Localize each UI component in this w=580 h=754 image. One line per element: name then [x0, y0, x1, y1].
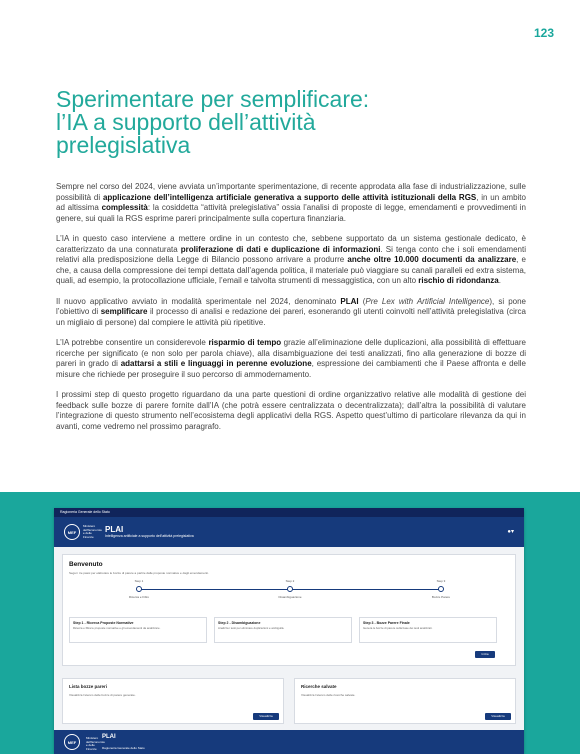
step-3-name: Bozze Parere: [431, 595, 451, 599]
app-subtitle: Intelligenza artificiale a supporto dell’attività prelegislativa: [105, 534, 194, 538]
article-body: [56, 182, 526, 442]
footer-mef-logo: MEF: [64, 734, 80, 750]
top-strip: Ragioneria Generale dello Stato: [54, 508, 524, 517]
step-2-box[interactable]: [214, 617, 352, 643]
p4-text-e: , espressione dei cambiamenti che il Paese affronta e delle misure che richiede per proseguire il suo percorso di ammodernamento.: [56, 359, 526, 379]
saved-searches-card: [294, 678, 516, 724]
p4-bold-b: risparmio di tempo: [208, 338, 282, 347]
p2-bold-d: anche oltre 10.000 documenti da analizzare: [347, 255, 517, 264]
p3-text-e: ), si pone l’obiettivo di: [56, 296, 526, 316]
p2-text-c: . Si tenga conto che i soli emendamenti relativi alla predisposizione della Legge di Bilancio possono arrivare a produrre: [56, 244, 526, 264]
p1-text-c: , in un ambito ad altissima: [56, 192, 526, 212]
app-title-block: [105, 525, 194, 539]
paragraph-3: [56, 297, 526, 329]
step-2-tag: Step 2: [285, 579, 295, 583]
step-1-box[interactable]: [69, 617, 207, 643]
start-button[interactable]: Inizia: [475, 651, 495, 658]
p2-bold-f: rischio di ridondanza: [418, 276, 499, 285]
drafts-card-title: Lista bozze pareri: [69, 684, 108, 689]
step-3-dot: [438, 586, 444, 592]
drafts-card-text: Visualizza l’elenco delle bozze di parere generate.: [69, 693, 136, 697]
p4-bold-d: adattarsi a stili e linguaggi in perenne evoluzione: [120, 359, 312, 368]
p1-text-e: : la cosiddetta “attività prelegislativa” ossia l’analisi di proposte di legge, emendamenti e provvedimenti in genere, sui quali la RGS esprime pareri principalmente sulla copertura finanziaria.: [56, 203, 526, 223]
logo-text: Ministero dell’Economia e delle Finanze: [83, 524, 102, 539]
p3-text-c: (: [358, 296, 366, 306]
step-2-title: Step 2 - Disambiguazione: [218, 621, 261, 625]
page-number: 123: [533, 26, 554, 40]
p1-text-a: Sempre nel corso del 2024, viene avviata un’importante sperimentazione, di recente approdata alla fase di industrializzazione, sulle possibilità di: [56, 182, 526, 202]
paragraph-2: [56, 234, 526, 287]
footer-app-name: PLAI: [102, 734, 116, 740]
p3-text-g: il processo di analisi e redazione dei pareri, esonerando gli utenti coinvolti nell’attività prelegislativa (circa un migliaio di persone) dal compiere le attività più ripetitive.: [56, 307, 526, 327]
saved-searches-text: Visualizza l’elenco delle ricerche salvate.: [301, 693, 356, 697]
mef-logo: MEF: [64, 524, 80, 540]
user-icon[interactable]: ●▾: [507, 529, 514, 535]
step-1-text: Ricerca e filtra le proposte normative e gli emendamenti da analizzare.: [73, 626, 161, 630]
p2-text-a: L’IA in questo caso interviene a mettere ordine in un contesto che, sebbene supportato da un sistema gestionale dedicato, è caratterizzato da una connaturata: [56, 234, 526, 254]
step-1-name: Ricerca e Filtro: [128, 595, 150, 599]
paragraph-4: [56, 338, 526, 380]
step-1-tag: Step 1: [134, 579, 144, 583]
plai-app-screenshot: [54, 508, 524, 754]
welcome-text: Segui i tre passi per elaborare le bozze di parere a partire dalle proposte normative e dagli emendamenti.: [69, 571, 209, 575]
title-line-2: l’IA a supporto dell’attività: [56, 109, 316, 135]
p2-bold-b: proliferazione di dati e duplicazione di informazioni: [180, 244, 381, 254]
page-title: [56, 88, 416, 157]
paragraph-5: I prossimi step di questo progetto riguardano da una parte questioni di ordine organizzativo relative alle modalità di gestione dei feedback sulle bozze di parere fornite dall’IA (che potrà essere centralizzata o decentralizzata); dall’altra la possibilità di valutare l’integrazione di questo strumento nell’ecosistema degli applicativi della RGS. Aspetto quest’ultimo di particolare rilevanza da qui in avanti, come vedremo nel prossimo paragrafo.: [56, 390, 526, 431]
p3-text-a: Il nuovo applicativo avviato in modalità sperimentale nel 2024, denominato: [56, 296, 341, 306]
footer-link[interactable]: Ragioneria Generale dello Stato: [102, 746, 145, 750]
title-line-3: prelegislativa: [56, 132, 191, 158]
app-name: PLAI: [105, 525, 124, 534]
title-line-1: Sperimentare per semplificare:: [56, 86, 370, 112]
p1-bold-b: applicazione dell’intelligenza artificiale generativa a supporto delle attività istituzionali della RGS: [102, 192, 477, 202]
drafts-card: [62, 678, 284, 724]
saved-searches-title: Ricerche salvate: [301, 684, 337, 689]
step-3-title: Step 3 - Bozze Parere Finale: [363, 621, 410, 625]
p2-text-e: , e che, a causa della compressione dei tempi dettata dall’agenda politica, il materiale può viaggiare su canali paralleli ed extra sistema, quali, ad esempio, la protocollazione ufficiale, l’email e talvolta strumenti di messaggistica, con un alto: [56, 255, 526, 285]
step-1-dot: [136, 586, 142, 592]
app-footer: [54, 730, 524, 754]
p2-text-g: .: [498, 276, 501, 285]
step-3-box[interactable]: [359, 617, 497, 643]
step-3-tag: Step 3: [436, 579, 446, 583]
p3-bold-b: PLAI: [340, 296, 359, 306]
step-2-text: Analizza i testi per eliminare duplicazioni e ambiguità.: [218, 626, 285, 630]
drafts-view-button[interactable]: Visualizza: [253, 713, 279, 720]
p3-italic-d: Pre Lex with Artificial Intelligence: [365, 296, 490, 306]
paragraph-1: [56, 182, 526, 224]
step-3-text: Genera le bozze di parere sulla base dei testi analizzati.: [363, 626, 433, 630]
app-header: [54, 517, 524, 547]
step-2-dot: [287, 586, 293, 592]
saved-searches-view-button[interactable]: Visualizza: [485, 713, 511, 720]
footer-logo-text: Ministero dell’Economia e delle Finanze: [86, 736, 105, 751]
p1-bold-d: complessità: [101, 203, 148, 212]
p4-text-c: grazie all’eliminazione delle duplicazioni, alla possibilità di effettuare ricerche per significato (e non solo per parola chiave), alla disambiguazione dei testi analizzati, fino alla generazione di bozze di pareri in grado di: [56, 338, 526, 368]
welcome-card: [62, 554, 516, 666]
p4-text-a: L’IA potrebbe consentire un considerevole: [56, 338, 209, 347]
p3-bold-f: semplificare: [100, 307, 148, 316]
step-2-name: Disambiguazione: [278, 595, 302, 599]
welcome-title: Benvenuto: [69, 561, 103, 568]
step-1-title: Step 1 - Ricerca Proposte Normative: [73, 621, 134, 625]
